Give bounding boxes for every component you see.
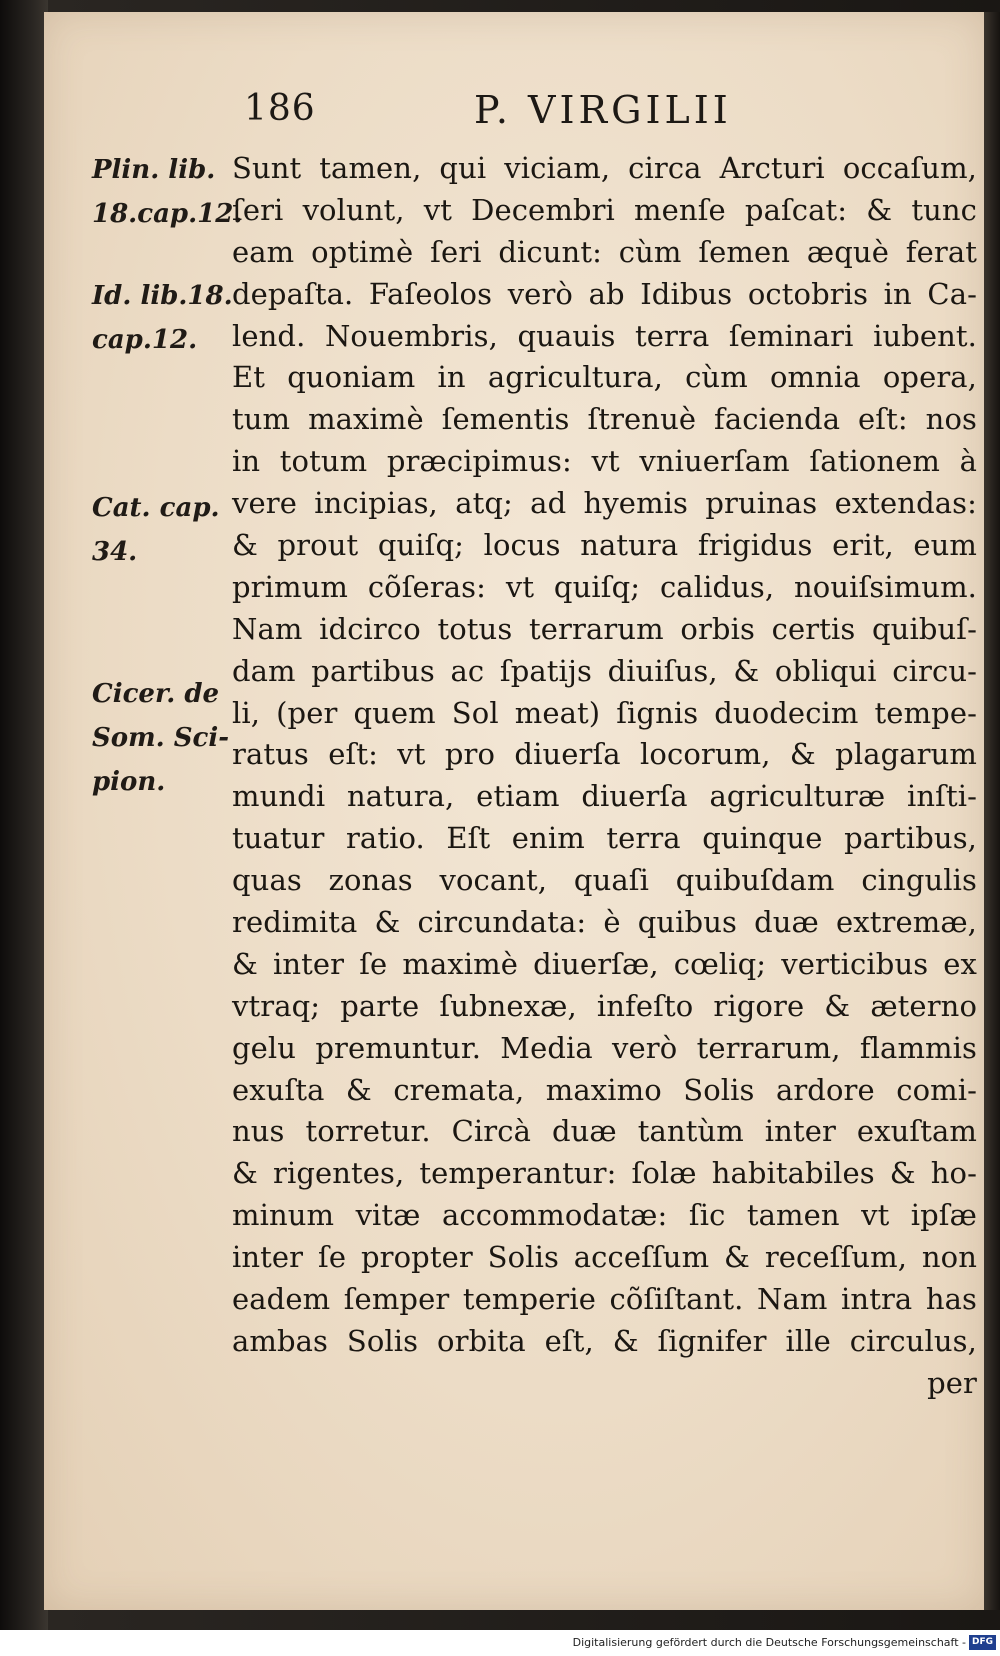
margin-note — [92, 486, 242, 574]
margin-note-line: cap.12. — [92, 325, 198, 355]
margin-note-line: Cat. cap. — [92, 493, 220, 523]
margin-note-line: Cicer. de — [92, 679, 220, 709]
page-number: 186 — [244, 88, 316, 129]
digitization-footer — [0, 1630, 1000, 1656]
text-line: primum cõſeras: vt quiſq; calidus, nouiſsimum. — [232, 569, 977, 604]
text-line: ſeri volunt, vt Decembri menſe paſcat: & tunc — [232, 192, 977, 227]
margin-note-line: Id. lib.18. — [92, 281, 233, 311]
text-line: & inter ſe maximè diuerſæ, cœliq; verticibus ex — [232, 946, 977, 981]
text-line: vere incipias, atq; ad hyemis pruinas extendas: — [232, 486, 977, 521]
body-text — [232, 148, 977, 1405]
text-line: inter ſe propter Solis acceſſum & receſſum, non — [232, 1240, 977, 1275]
text-line: tum maximè ſementis ſtrenuè facienda eſt: nos — [232, 402, 977, 437]
margin-note — [92, 672, 242, 804]
text-line: lend. Nouembris, quauis terra ſeminari iubent. — [232, 318, 977, 353]
margin-note — [92, 274, 242, 362]
text-line: dam partibus ac ſpatijs diuiſus, & obliqui circu- — [232, 653, 977, 688]
running-head: P. VIRGILII — [474, 88, 732, 132]
text-line: mundi natura, etiam diuerſa agriculturæ inſti- — [232, 779, 977, 814]
text-line: eadem ſemper temperie cõſiſtant. Nam intra has — [232, 1282, 977, 1317]
text-line: ratus eſt: vt pro diuerſa locorum, & plagarum — [232, 737, 977, 772]
text-line: depaſta. Faſeolos verò ab Idibus octobris in Ca- — [232, 276, 977, 311]
catchword: per — [927, 1365, 977, 1400]
text-line: li, (per quem Sol meat) ſignis duodecim tempe- — [232, 695, 977, 730]
text-line: exuſta & cremata, maximo Solis ardore comi- — [232, 1072, 977, 1107]
margin-note-line: Som. Sci- — [92, 723, 230, 753]
footer-credit: Digitalisierung gefördert durch die Deutsche Forschungsgemeinschaft - — [572, 1636, 966, 1649]
margin-note-line: pion. — [92, 767, 166, 797]
page-edge — [984, 12, 1000, 1610]
text-line: in totum præcipimus: vt vniuerſam ſationem à — [232, 444, 977, 479]
dfg-logo-icon: DFG — [969, 1635, 996, 1650]
margin-note-line: 18.cap.12. — [92, 199, 243, 229]
margin-note-line: Plin. lib. — [92, 155, 216, 185]
text-line: gelu premuntur. Media verò terrarum, flammis — [232, 1030, 977, 1065]
text-line: vtraq; parte ſubnexæ, infeſto rigore & æterno — [232, 988, 977, 1023]
text-line: ambas Solis orbita eſt, & ſignifer ille circulus, — [232, 1323, 977, 1358]
text-line: & prout quiſq; locus natura frigidus erit, eum — [232, 528, 977, 563]
margin-notes — [44, 12, 243, 1610]
text-line: tuatur ratio. Eſt enim terra quinque partibus, — [232, 821, 977, 856]
margin-note-line: 34. — [92, 537, 138, 567]
text-line: nus torretur. Circà duæ tantùm inter exuſtam — [232, 1114, 977, 1149]
text-line: Et quoniam in agricultura, cùm omnia opera, — [232, 360, 977, 395]
book-page — [44, 12, 990, 1610]
text-line: quas zonas vocant, quaſi quibuſdam cingulis — [232, 863, 977, 898]
text-line: eam optimè ſeri dicunt: cùm ſemen æquè ferat — [232, 234, 977, 269]
text-line: Nam idcirco totus terrarum orbis certis quibuſ- — [232, 611, 977, 646]
text-line: minum vitæ accommodatæ: ſic tamen vt ipſæ — [232, 1198, 977, 1233]
text-line: Sunt tamen, qui viciam, circa Arcturi occaſum, — [232, 151, 977, 185]
text-line: & rigentes, temperantur: ſolæ habitabiles & ho- — [232, 1156, 977, 1191]
margin-note — [92, 148, 242, 236]
binding-shadow — [0, 0, 48, 1630]
text-line: redimita & circundata: è quibus duæ extremæ, — [232, 905, 977, 940]
